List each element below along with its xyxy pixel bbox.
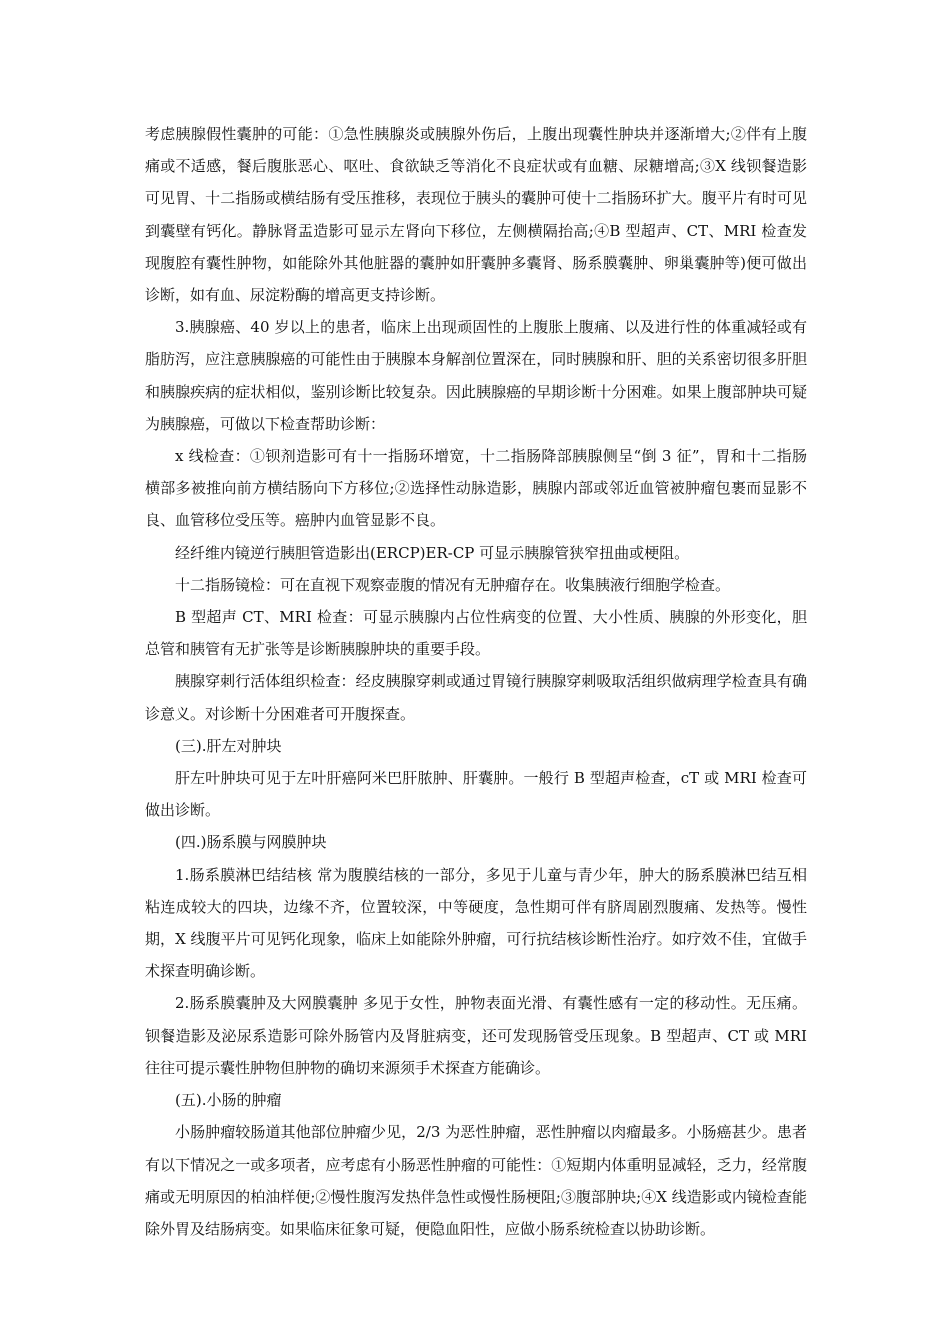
paragraph: 3.胰腺癌、40 岁以上的患者，临床上出现顽固性的上腹胀上腹痛、以及进行性的体重减轻或有脂肪泻，应注意胰腺癌的可能性由于胰腺本身解剖位置深在，同时胰腺和肝、胆的关系密切很多肝胆和胰腺疾病的症状相似，鉴别诊断比较复杂。因此胰腺癌的早期诊断十分困难。如果上腹部肿块可疑为胰腺癌，可做以下检查帮助诊断： <box>145 318 807 433</box>
document-body <box>145 118 807 1245</box>
paragraph: 胰腺穿刺行活体组织检查：经皮胰腺穿刺或通过胃镜行胰腺穿刺吸取活组织做病理学检查具有确诊意义。对诊断十分困难者可开腹探查。 <box>145 672 807 723</box>
section-heading: (三).肝左对肿块 <box>175 736 282 755</box>
paragraph: 2.肠系膜囊肿及大网膜囊肿 多见于女性，肿物表面光滑、有囊性感有一定的移动性。无压痛。钡餐造影及泌尿系造影可除外肠管内及肾脏病变，还可发现肠管受压现象。B 型超声、CT 或 MRI 往往可提示囊性肿物但肿物的确切来源须手术探查方能确诊。 <box>145 994 807 1077</box>
paragraph: B 型超声 CT、MRI 检查：可显示胰腺内占位性病变的位置、大小性质、胰腺的外形变化，胆总管和胰管有无扩张等是诊断胰腺肿块的重要手段。 <box>145 608 807 659</box>
paragraph: 十二指肠镜检：可在直视下观察壶腹的情况有无肿瘤存在。收集胰液行细胞学检查。 <box>175 575 731 594</box>
paragraph: 小肠肿瘤较肠道其他部位肿瘤少见，2/3 为恶性肿瘤，恶性肿瘤以肉瘤最多。小肠癌甚少。患者有以下情况之一或多项者，应考虑有小肠恶性肿瘤的可能性：①短期内体重明显减轻，乏力，经常腹痛或无明原因的柏油样便;②慢性腹泻发热伴急性或慢性肠梗阻;③腹部肿块;④X 线造影或内镜检查能除外胃及结肠病变。如果临床征象可疑，便隐血阳性，应做小肠系统检查以协助诊断。 <box>145 1123 807 1238</box>
section-heading: (四.)肠系膜与网膜肿块 <box>175 833 327 852</box>
paragraph: 肝左叶肿块可见于左叶肝癌阿米巴肝脓肿、肝囊肿。一般行 B 型超声检查，cT 或 MRI 检查可做出诊断。 <box>145 769 807 820</box>
paragraph: 考虑胰腺假性囊肿的可能：①急性胰腺炎或胰腺外伤后，上腹出现囊性肿块并逐渐增大;②伴有上腹痛或不适感，餐后腹胀恶心、呕吐、食欲缺乏等消化不良症状或有血糖、尿糖增高;③X 线钡餐造影可见胃、十二指肠或横结肠有受压推移，表现位于胰头的囊肿可使十二指肠环扩大。腹平片有时可见到囊壁有钙化。静脉肾盂造影可显示左肾向下移位，左侧横隔抬高;④B 型超声、CT、MRI 检查发现腹腔有囊性肿物，如能除外其他脏器的囊肿如肝囊肿多囊肾、肠系膜囊肿、卵巢囊肿等)便可做出诊断，如有血、尿淀粉酶的增高更支持诊断。 <box>145 125 807 305</box>
paragraph: 经纤维内镜逆行胰胆管造影出(ERCP)ER-CP 可显示胰腺管狭窄扭曲或梗阻。 <box>175 543 690 562</box>
section-heading: (五).小肠的肿瘤 <box>175 1091 282 1110</box>
paragraph: x 线检查：①钡剂造影可有十一指肠环增宽，十二指肠降部胰腺侧呈“倒 3 征”，胃和十二指肠横部多被推向前方横结肠向下方移位;②选择性动脉造影，胰腺内部或邻近血管被肿瘤包裹而显影不良、血管移位受压等。癌肿内血管显影不良。 <box>145 447 807 530</box>
paragraph: 1.肠系膜淋巴结结核 常为腹膜结核的一部分，多见于儿童与青少年，肿大的肠系膜淋巴结互相粘连成较大的四块，边缘不齐，位置较深，中等硬度，急性期可伴有脐周剧烈腹痛、发热等。慢性期，X 线腹平片可见钙化现象，临床上如能除外肿瘤，可行抗结核诊断性治疗。如疗效不佳，宜做手术探查明确诊断。 <box>145 865 807 981</box>
